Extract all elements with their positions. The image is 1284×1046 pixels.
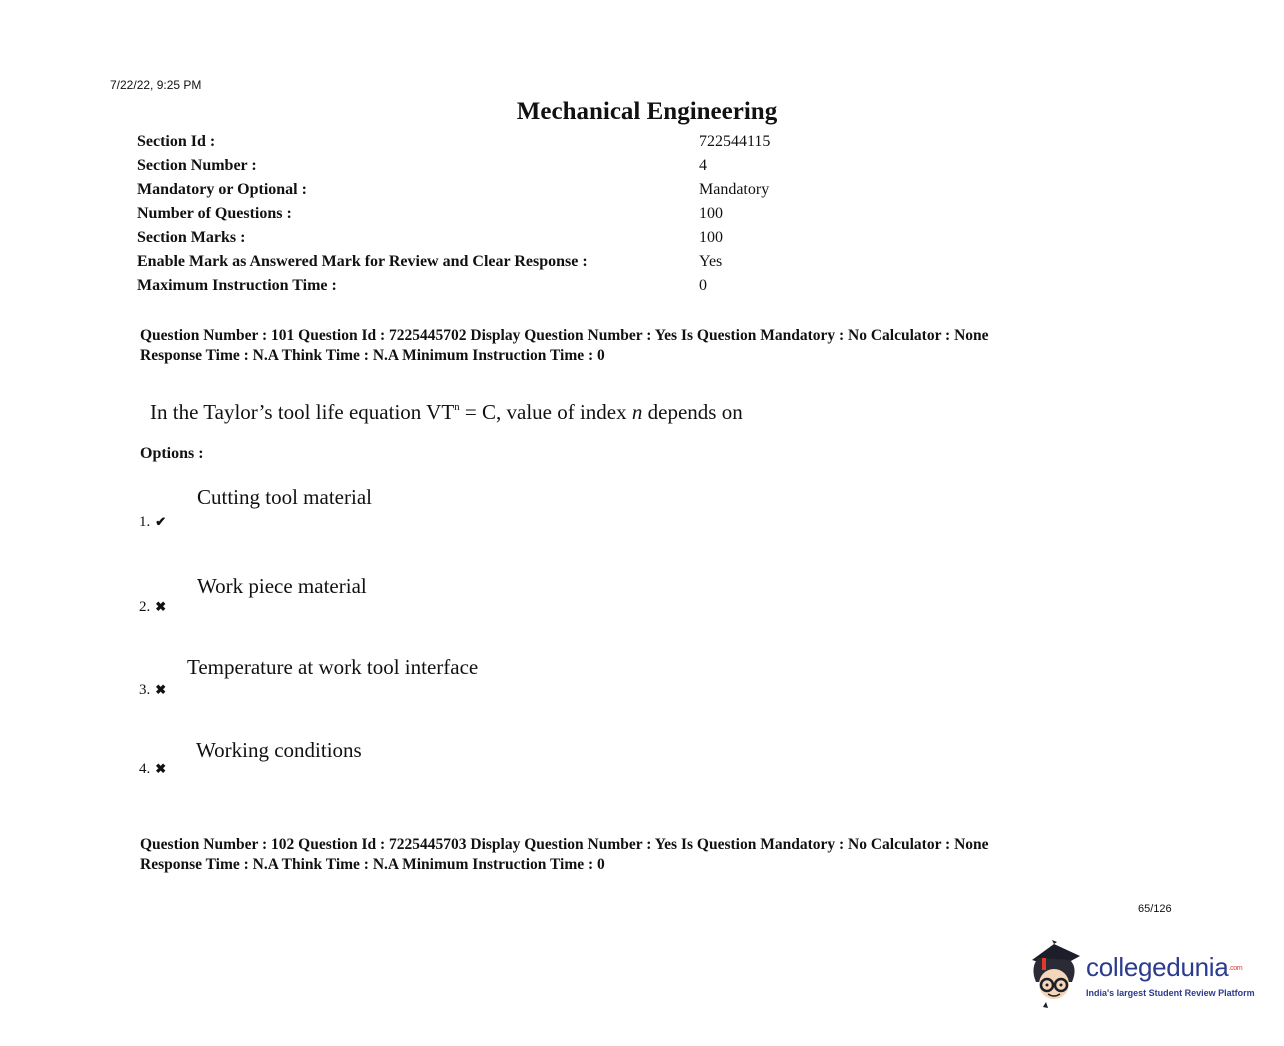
question-text-end: depends on bbox=[642, 400, 743, 424]
section-id-label: Section Id : bbox=[137, 133, 216, 150]
option-4-number: 4. bbox=[139, 761, 151, 777]
num-questions-label: Number of Questions : bbox=[137, 205, 292, 222]
section-number-value: 4 bbox=[699, 157, 707, 174]
mascot-logo-icon bbox=[1024, 938, 1086, 1010]
option-4-number-row bbox=[139, 761, 166, 778]
option-1-number-row bbox=[139, 514, 166, 531]
print-timestamp: 7/22/22, 9:25 PM bbox=[110, 78, 202, 92]
mandatory-value: Mandatory bbox=[699, 181, 770, 198]
question-101-meta-line1: Question Number : 101 Question Id : 7225445702 Display Question Number : Yes Is Question Mandatory : No Calculator : None bbox=[140, 327, 989, 344]
option-2-number-row bbox=[139, 599, 166, 616]
section-id-value: 722544115 bbox=[699, 133, 771, 150]
brand-domain: .com bbox=[1228, 965, 1243, 972]
option-4-text: Working conditions bbox=[196, 738, 362, 762]
question-102-meta-line1: Question Number : 102 Question Id : 7225445703 Display Question Number : Yes Is Question Mandatory : No Calculator : None bbox=[140, 836, 989, 853]
enable-mark-label: Enable Mark as Answered Mark for Review and Clear Response : bbox=[137, 253, 588, 270]
enable-mark-value: Yes bbox=[699, 253, 723, 270]
page-number: 65/126 bbox=[1138, 903, 1172, 915]
question-101-meta bbox=[140, 326, 989, 366]
brand-name: collegedunia bbox=[1086, 952, 1229, 982]
brand-wordmark bbox=[1086, 952, 1242, 983]
page-title: Mechanical Engineering bbox=[516, 98, 778, 125]
brand-tagline: India's largest Student Review Platform bbox=[1086, 988, 1255, 998]
question-101-text bbox=[150, 400, 743, 425]
question-102-meta bbox=[140, 835, 989, 875]
options-label: Options : bbox=[140, 445, 204, 462]
section-marks-label: Section Marks : bbox=[137, 229, 246, 246]
question-text-start: In the Taylor’s tool life equation VT bbox=[150, 400, 455, 424]
option-2-number: 2. bbox=[139, 599, 151, 615]
option-3-number: 3. bbox=[139, 682, 151, 698]
question-text-middle: = C, value of index bbox=[459, 400, 632, 424]
option-1-text: Cutting tool material bbox=[197, 485, 372, 509]
exponent-n: n bbox=[454, 401, 460, 413]
section-number-label: Section Number : bbox=[137, 157, 257, 174]
cross-icon: ✖ bbox=[155, 599, 167, 614]
option-1-number: 1. bbox=[139, 514, 151, 530]
section-marks-value: 100 bbox=[699, 229, 723, 246]
option-2-text: Work piece material bbox=[197, 574, 367, 598]
question-102-meta-line2: Response Time : N.A Think Time : N.A Minimum Instruction Time : 0 bbox=[140, 856, 605, 873]
option-3-text: Temperature at work tool interface bbox=[187, 655, 479, 679]
num-questions-value: 100 bbox=[699, 205, 723, 222]
max-instruction-time-label: Maximum Instruction Time : bbox=[137, 277, 337, 294]
mandatory-label: Mandatory or Optional : bbox=[137, 181, 307, 198]
max-instruction-time-value: 0 bbox=[699, 277, 707, 294]
cross-icon: ✖ bbox=[155, 761, 167, 776]
option-3-number-row bbox=[139, 682, 166, 699]
check-icon: ✔ bbox=[155, 514, 167, 529]
index-variable: n bbox=[631, 400, 643, 424]
cross-icon: ✖ bbox=[155, 682, 167, 697]
question-101-meta-line2: Response Time : N.A Think Time : N.A Minimum Instruction Time : 0 bbox=[140, 347, 605, 364]
